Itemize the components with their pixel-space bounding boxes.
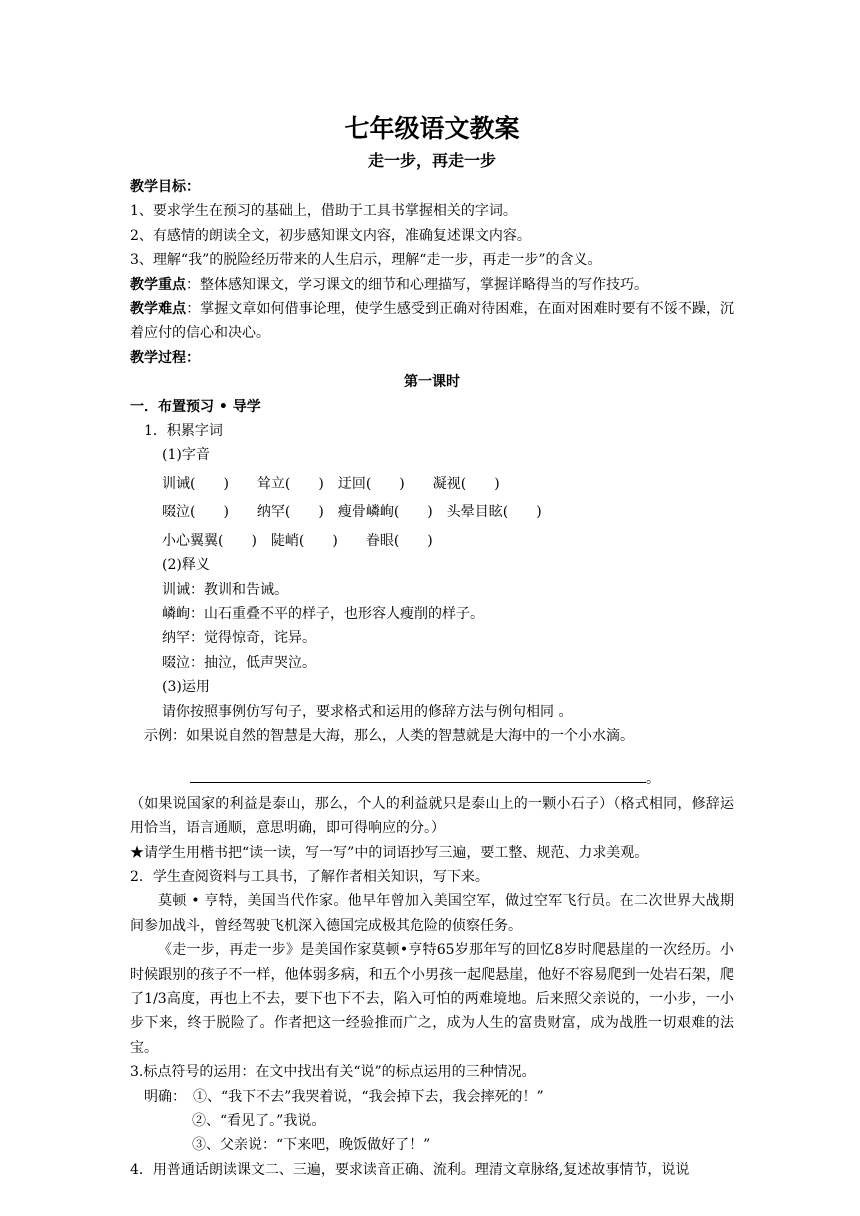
goal-item: 3、理解“我”的脱险经历带来的人生启示，理解“走一步，再走一步”的含义。 (130, 252, 602, 269)
author-paragraph: 莫顿 • 亨特，美国当代作家。他早年曾加入美国空军，做过空军飞行员。在二次世界大战期间参加战斗，曾经驾驶飞机深入德国完成极其危险的侦察任务。 (130, 893, 734, 934)
definition-item: 训诫：教训和告诫。 (162, 581, 288, 598)
quote-item: ③、父亲说：“下来吧，晚饭做好了！” (192, 1137, 431, 1154)
star-task: ★请学生用楷书把“读一读，写一写”中的词语抄写三遍，要工整、规范、力求美观。 (130, 844, 649, 861)
pronunciation-line: 训诫( ) 耸立( ) 迂回( ) 凝视( ) (162, 475, 500, 492)
definition-item: 啜泣：抽泣，低声哭泣。 (162, 654, 316, 671)
key-points (130, 273, 734, 297)
sub-heading: (3)运用 (162, 679, 210, 696)
usage-instruction: 请你按照事例仿写句子，要求格式和运用的修辞方法与例句相同 。 (162, 703, 573, 720)
item-heading: 4．用普通话朗读课文二、三遍，要求读音正确、流利。理清文章脉络,复述故事情节，说说 (130, 1161, 690, 1178)
goals-heading: 教学目标： (130, 179, 200, 195)
difficulty-points (130, 297, 734, 346)
key-text: ：整体感知课文，学习课文的细节和心理描写，掌握详略得当的写作技巧。 (186, 276, 648, 293)
answer-blank (130, 766, 734, 791)
clarify-label: 明确： (144, 1088, 179, 1105)
lesson-plan (130, 112, 734, 1182)
quote-text: ①、“我下不去”我哭着说，“我会掉下去，我会摔死的！” (193, 1088, 544, 1105)
quote-item: ②、“看见了。”我说。 (192, 1113, 326, 1130)
fill-in-line[interactable] (190, 766, 646, 783)
example-sentence: 示例：如果说自然的智慧是大海，那么，人类的智慧就是大海中的一个小水滴。 (144, 727, 634, 744)
item-heading: 1．积累字词 (144, 423, 223, 440)
lesson-heading: 第一课时 (404, 374, 460, 391)
goal-item: 2、有感情的朗读全文，初步感知课文内容，准确复述课文内容。 (130, 227, 531, 244)
goal-item: 1、要求学生在预习的基础上，借助于工具书掌握相关的字词。 (130, 203, 517, 220)
definition-item: 纳罕：觉得惊奇，诧异。 (162, 630, 316, 647)
story-paragraph: 《走一步，再走一步》是美国作家莫顿•亨特65岁那年写的回忆8岁时爬悬崖的一次经历。小时候跟别的孩子不一样，他体弱多病，和五个小男孩一起爬悬崖，他好不容易爬到一处岩石架，爬了1/3高度，再也上不去，要下也下不去，陷入可怕的两难境地。后来照父亲说的，一小步，一小步下来，终于脱险了。作者把这一经验推而广之，成为人生的富贵财富，成为战胜一切艰难的法宝。 (130, 942, 734, 1056)
item-heading: 2．学生查阅资料与工具书，了解作者相关知识，写下来。 (130, 868, 489, 885)
process-heading: 教学过程： (130, 349, 200, 366)
quote-item (130, 1085, 734, 1109)
lesson-subtitle: 走一步，再走一步 (367, 151, 496, 170)
sub-heading: (2)释义 (162, 557, 210, 574)
item-heading: 3.标点符号的运用：在文中找出有关“说”的标点运用的三种情况。 (130, 1064, 536, 1081)
definition-item: 嶙峋：山石重叠不平的样子，也形容人瘦削的样子。 (162, 605, 484, 622)
page-title: 七年级语文教案 (344, 114, 520, 143)
key-label: 教学重点 (130, 276, 186, 293)
pronunciation-line: 小心翼翼( ) 陡峭( ) 眷眼( ) (162, 532, 433, 549)
answer-note: （如果说国家的利益是泰山，那么，个人的利益就只是泰山上的一颗小石子）（格式相同，修辞运用恰当，语言通顺，意思明确，即可得响应的分。） (130, 795, 734, 837)
difficulty-text: ：掌握文章如何借事论理，使学生感受到正确对待困难，在面对困难时要有不馁不躁，沉着应付的信心和决心。 (130, 301, 735, 342)
pronunciation-line: 啜泣( ) 纳罕( ) 瘦骨嶙峋( ) 头晕目眩( ) (162, 504, 542, 521)
difficulty-label: 教学难点 (130, 301, 187, 318)
sub-heading: (1)字音 (162, 447, 210, 464)
section-heading: 一．布置预习 • 导学 (130, 398, 261, 415)
blank-end: 。 (646, 771, 660, 788)
